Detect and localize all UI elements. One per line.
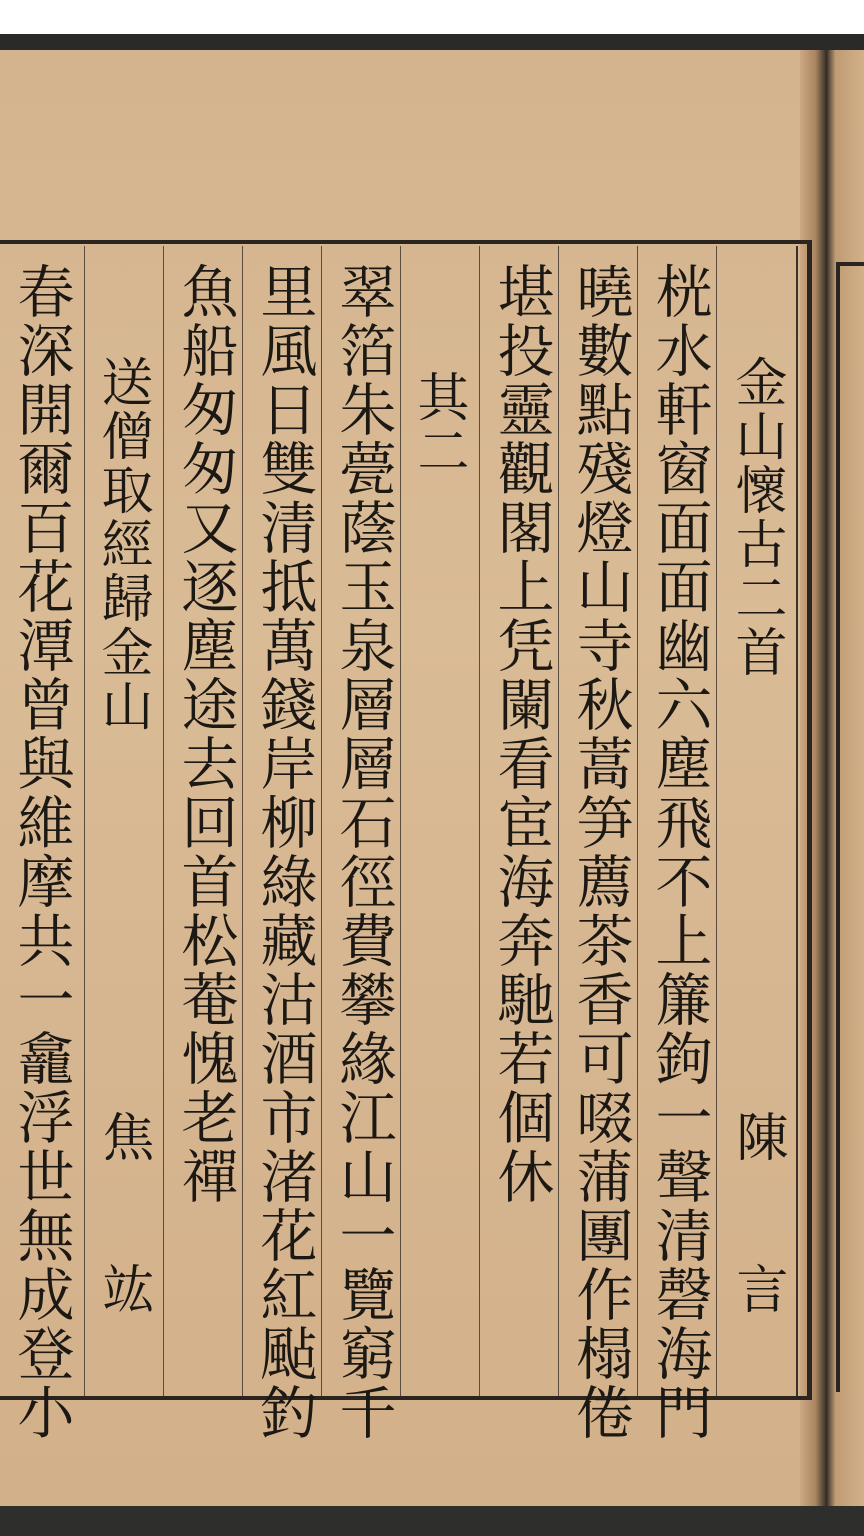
top-margin — [0, 0, 864, 34]
facing-page-edge — [826, 50, 864, 1506]
poem-subtitle: 其二 — [408, 370, 468, 478]
text-column: 春深開爾百花潭曾與維摩共一龕浮世無成登小 — [8, 262, 74, 1442]
column-rule — [479, 246, 480, 1396]
poem-title-1: 金山懷古二首 — [726, 355, 786, 679]
scan-bottom-edge — [0, 1506, 864, 1536]
facing-frame-top — [836, 262, 864, 266]
poem-author-2: 焦 竑 — [93, 1110, 153, 1338]
column-rule — [321, 246, 322, 1396]
column-rule — [242, 246, 243, 1396]
poem-author-1: 陳 言 — [727, 1110, 787, 1338]
text-column: 里風日雙清抵萬錢岸柳綠藏沽酒市渚花紅颭釣 — [251, 262, 317, 1442]
column-rule — [400, 246, 401, 1396]
column-rule — [716, 246, 717, 1396]
column-rule — [637, 246, 638, 1396]
frame-inner-rule — [796, 246, 798, 1396]
column-rule — [558, 246, 559, 1396]
facing-frame-rule — [836, 262, 840, 1392]
text-column: 翠箔朱甍蔭玉泉層層石徑費攀緣江山一覽窮千 — [330, 262, 396, 1442]
text-column: 曉數點殘燈山寺秋蒿笋薦茶香可啜蒲團作榻倦 — [567, 262, 633, 1442]
scan-top-edge — [0, 34, 864, 50]
poem-title-2: 送僧取經歸金山 — [92, 355, 152, 733]
column-rule — [84, 246, 85, 1396]
text-column: 魚船匆匆又逐塵途去回首松菴愧老禪 — [172, 262, 238, 1206]
text-column: 堪投靈觀閣上凭闌看宦海奔馳若個休 — [488, 262, 554, 1206]
column-rule — [163, 246, 164, 1396]
text-column: 桄水軒窗面面幽六塵飛不上簾鉤一聲清磬海門 — [646, 262, 712, 1442]
